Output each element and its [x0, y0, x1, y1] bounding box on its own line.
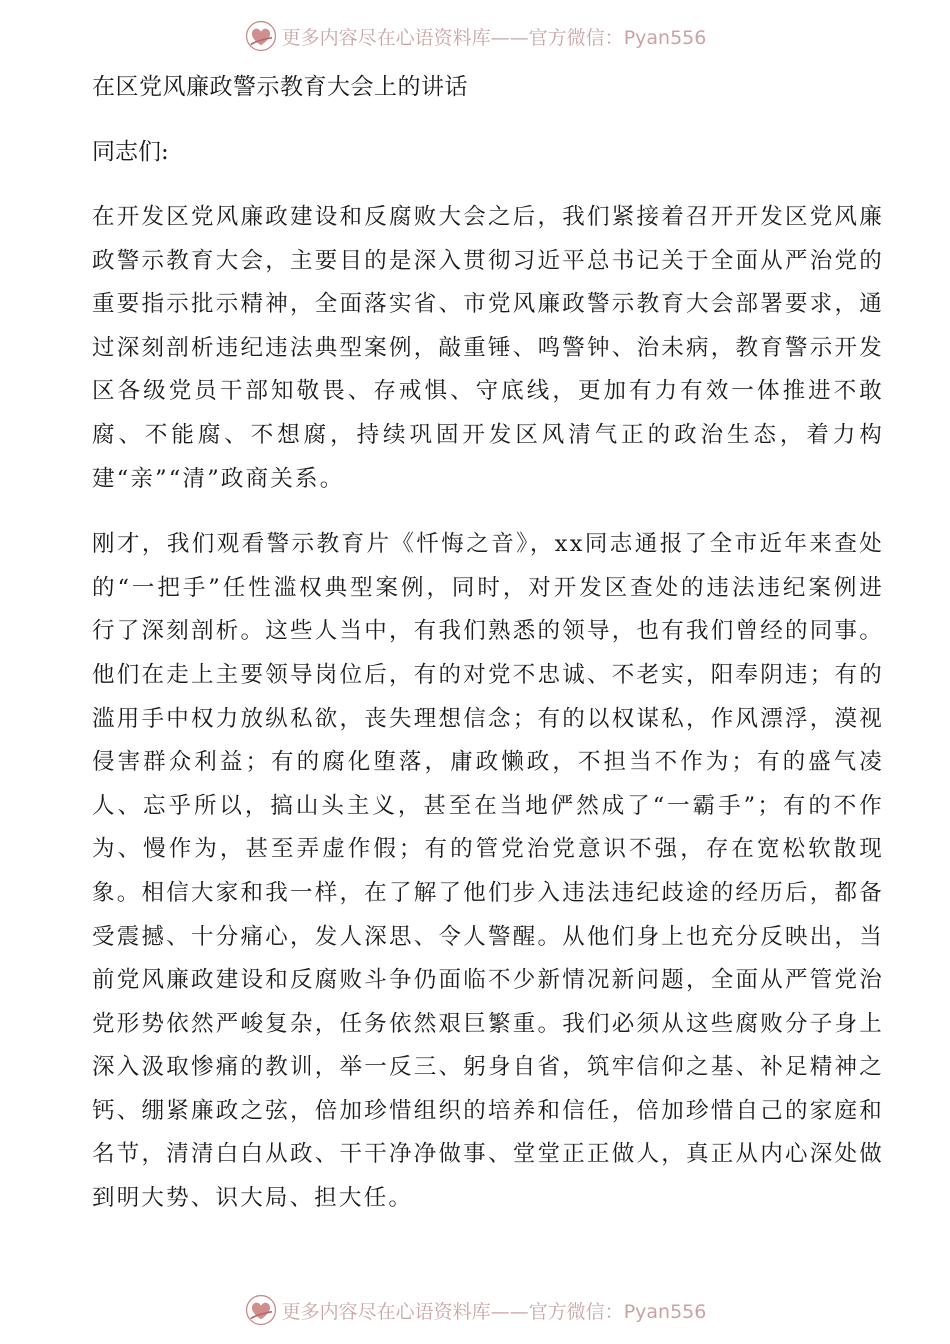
watermark-text: [282, 23, 707, 50]
watermark-prefix: 更多内容尽在心语资料库: [281, 1300, 491, 1323]
paragraph-2: 刚才，我们观看警示教育片《忏悔之音》，xx同志通报了全市近年来查处的“一把手”任性滥权典型案例，同时，对开发区查处的违法违纪案例进行了深刻剖析。这些人当中，有我们熟悉的领导，也有我们曾经的同事。他们在走上主要领导岗位后，有的对党不忠诚、不老实，阳奉阴违；有的滥用手中权力放纵私欲，丧失理想信念；有的以权谋私，作风漂浮，漠视侵害群众利益；有的腐化堕落，庸政懒政，不担当不作为；有的盛气凌人、忘乎所以，搞山头主义，甚至在当地俨然成了“一霸手”；有的不作为、慢作为，甚至弄虚作假；有的管党治党意识不强，存在宽松软散现象。相信大家和我一样，在了解了他们步入违法违纪歧途的经历后，都备受震撼、十分痛心，发人深思、令人警醒。从他们身上也充分反映出，当前党风廉政建设和反腐败斗争仍面临不少新情况新问题，全面从严管党治党形势依然严峻复杂，任务依然艰巨繁重。我们必须从这些腐败分子身上深入汲取惨痛的教训，举一反三、躬身自省，筑牢信仰之基、补足精神之钙、绷紧廉政之弦，倍加珍惜组织的培养和信任，倍加珍惜自己的家庭和名节，清清白白从政、干干净净做事、堂堂正正做人，真正从内心深处做到明大势、识大局、担大任。: [92, 531, 884, 1212]
watermark-official: 官方微信：: [528, 26, 624, 49]
watermark-official: 官方微信：: [528, 1300, 624, 1323]
footer-watermark-banner: [0, 1290, 950, 1330]
document-title: 在区党风廉政警示教育大会上的讲话: [92, 74, 468, 100]
watermark-dash: ——: [490, 1300, 529, 1323]
document-body: [92, 66, 892, 1221]
watermark-dash: ——: [490, 26, 529, 49]
watermark-wechat-id: Pyan556: [623, 1300, 707, 1323]
heart-logo-icon: [244, 19, 278, 53]
paragraph-1: 在开发区党风廉政建设和反腐败大会之后，我们紧接着召开开发区党风廉政警示教育大会，主要目的是深入贯彻习近平总书记关于全面从严治党的重要指示批示精神，全面落实省、市党风廉政警示教育大会部署要求，通过深刻剖析违纪违法典型案例，敲重锤、鸣警钟、治未病，教育警示开发区各级党员干部知敬畏、存戒惧、守底线，更加有力有效一体推进不敢腐、不能腐、不想腐，持续巩固开发区风清气正的政治生态，着力构建“亲”“清”政商关系。: [92, 204, 884, 492]
heart-logo-icon: [244, 1293, 278, 1327]
watermark-text: [282, 1297, 707, 1324]
watermark-wechat-id: Pyan556: [623, 26, 707, 49]
salutation: 同志们:: [92, 139, 169, 165]
header-watermark-banner: [0, 16, 950, 56]
watermark-prefix: 更多内容尽在心语资料库: [281, 26, 491, 49]
